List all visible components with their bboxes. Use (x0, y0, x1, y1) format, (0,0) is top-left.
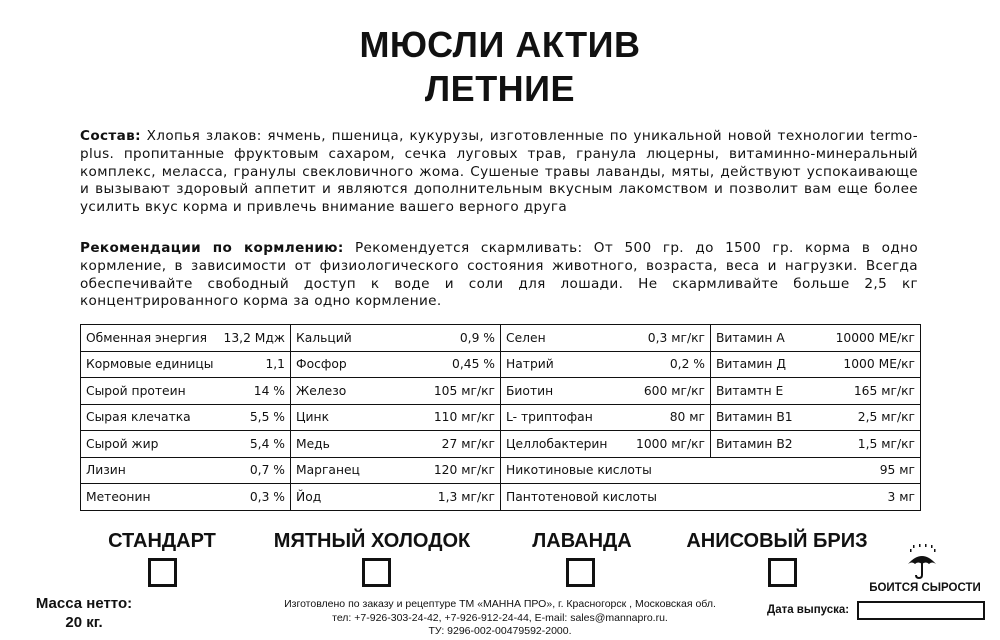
nutrient-cell (501, 351, 711, 378)
table-row (81, 431, 921, 458)
product-title: МЮСЛИ АКТИВ (359, 24, 641, 65)
nutrient-name: Витамин В1 (716, 410, 793, 425)
nutrient-name: Обменная энергия (86, 330, 208, 345)
nutrient-name: Цинк (296, 410, 330, 425)
nutrient-value: 105 мг/кг (433, 383, 495, 398)
nutrient-name: Йод (296, 489, 322, 504)
feeding-text: Рекомендуется скармливать: От 500 гр. до 1500 гр. корма в одно кормление, в зависимости от физиологического состояния животного, возраста, веса и нагрузки. Всегда обеспечивайте свободный доступ к воде и соли для лошади. Не скармливайте больше 2,5 кг концентрированного корма за одно кормление. (80, 240, 918, 310)
composition-label: Состав: (80, 128, 141, 144)
nutrient-name: Кальций (296, 330, 352, 345)
nutrient-cell (81, 351, 291, 378)
table-row (81, 484, 921, 511)
nutrient-value: 0,7 % (249, 463, 285, 478)
nutrient-value: 10000 МЕ/кг (835, 330, 915, 345)
nutrient-cell (81, 484, 291, 511)
nutrient-value: 600 мг/кг (643, 383, 705, 398)
nutrient-value: 1,3 мг/кг (437, 489, 495, 504)
nutrient-cell (711, 378, 921, 405)
nutrient-cell (81, 325, 291, 352)
nutrient-name: Натрий (506, 357, 554, 372)
feeding-label: Рекомендации по кормлению: (80, 240, 344, 256)
nutrient-cell (501, 404, 711, 431)
nutrient-name: Сырой жир (86, 436, 159, 451)
nutrient-name: Сырая клечатка (86, 410, 191, 425)
variant-mint-label: МЯТНЫЙ ХОЛОДОК (273, 530, 471, 552)
nutrient-cell (291, 378, 501, 405)
nutrient-name: Лизин (86, 463, 126, 478)
nutrient-cell (501, 484, 921, 511)
table-row (81, 351, 921, 378)
nutrient-name: Марганец (296, 463, 360, 478)
variant-lavender-checkbox[interactable] (566, 558, 595, 587)
release-date-label: Дата выпуска: (767, 604, 850, 616)
composition-section (80, 128, 918, 217)
nutrient-value: 1000 мг/кг (636, 436, 705, 451)
nutrient-cell (291, 325, 501, 352)
nutrient-cell (711, 351, 921, 378)
nutrient-name: Фосфор (296, 357, 347, 372)
manufacturer-line: Изготовлено по заказу и рецептуре ТМ «МАННА ПРО», г. Красногорск , Московская обл. (284, 598, 716, 610)
variant-standard-checkbox[interactable] (148, 558, 177, 587)
composition-text: Хлопья злаков: ячмень, пшеница, кукурузы, изготовленные по уникальной новой технологии termo-plus. пропитанные фруктовым сахаром, сечка луговых трав, гранула люцерны, витаминно-минеральный комплекс, меласса, гранулы свекловичного жома. Сушеные травы лаванды, мяты, действуют успокаивающе и вызывают здоровый аппетит и являются дополнительным вкусным лакомством и позволит вам еще более усилить вкус корма и привлечь внимание вашего верного друга (80, 128, 918, 216)
release-date-field[interactable] (857, 601, 985, 620)
nutrient-name: Витамин В2 (716, 436, 793, 451)
nutrient-value: 165 мг/кг (853, 383, 915, 398)
nutrient-name: Кормовые единицы (86, 357, 214, 372)
nutrient-cell (291, 484, 501, 511)
net-mass (24, 594, 144, 632)
moisture-warning: БОИТСЯ СЫРОСТИ (869, 582, 981, 594)
variant-mint-checkbox[interactable] (362, 558, 391, 587)
nutrient-value: 1,5 мг/кг (857, 436, 915, 451)
nutrient-value: 5,5 % (249, 410, 285, 425)
nutrient-cell (501, 378, 711, 405)
nutrient-value: 13,2 Мдж (223, 330, 285, 345)
umbrella-rain-icon (906, 544, 938, 580)
nutrient-cell (81, 404, 291, 431)
nutrient-value: 110 мг/кг (433, 410, 495, 425)
nutrient-name: Биотин (506, 383, 554, 398)
nutrient-name: Метеонин (86, 489, 151, 504)
nutrient-value: 1,1 (265, 357, 285, 372)
table-row (81, 378, 921, 405)
nutrient-value: 80 мг (669, 410, 705, 425)
nutrient-value: 0,45 % (452, 357, 495, 372)
variant-standard-label: СТАНДАРТ (108, 530, 216, 552)
nutrient-cell (291, 404, 501, 431)
nutrient-name: Сырой протеин (86, 383, 186, 398)
nutrient-cell (81, 457, 291, 484)
nutrient-cell (501, 431, 711, 458)
nutrient-name: Медь (296, 436, 330, 451)
product-subtitle: ЛЕТНИЕ (424, 68, 576, 109)
nutrient-value: 5,4 % (249, 436, 285, 451)
variant-lavender-label: ЛАВАНДА (532, 530, 632, 552)
nutrient-name: Витамин А (716, 330, 785, 345)
nutrient-value: 0,9 % (459, 330, 495, 345)
nutrient-name: Целлобактерин (506, 436, 608, 451)
nutrient-name: Железо (296, 383, 347, 398)
nutrient-cell (501, 325, 711, 352)
contact-line: тел: +7-926-303-24-42, +7-926-912-24-44, E-mail: sales@mannapro.ru. (332, 611, 668, 624)
nutrient-value: 0,3 % (249, 489, 285, 504)
nutrition-table (80, 324, 921, 511)
nutrient-value: 95 мг (879, 463, 915, 478)
nutrient-value: 14 % (253, 383, 285, 398)
net-mass-value: 20 кг. (65, 614, 103, 631)
nutrient-value: 27 мг/кг (441, 436, 495, 451)
manufacturer-info (230, 598, 770, 639)
nutrient-name: Витамтн Е (716, 383, 784, 398)
nutrient-value: 0,2 % (669, 357, 705, 372)
tu-line: ТУ: 9296-002-00479592-2000. (428, 625, 572, 637)
nutrient-cell (291, 431, 501, 458)
nutrient-name: Никотиновые кислоты (506, 463, 652, 478)
nutrient-cell (81, 378, 291, 405)
nutrient-value: 1000 МЕ/кг (843, 357, 915, 372)
feeding-section (80, 240, 918, 311)
table-row (81, 325, 921, 352)
nutrient-value: 0,3 мг/кг (647, 330, 705, 345)
nutrient-cell (711, 325, 921, 352)
nutrient-value: 2,5 мг/кг (857, 410, 915, 425)
nutrient-cell (291, 457, 501, 484)
nutrient-cell (81, 431, 291, 458)
table-row (81, 457, 921, 484)
nutrient-cell (291, 351, 501, 378)
nutrient-cell (711, 404, 921, 431)
variant-anise-label: АНИСОВЫЙ БРИЗ (686, 530, 868, 552)
variant-anise-checkbox[interactable] (768, 558, 797, 587)
nutrient-name: Витамин Д (716, 357, 786, 372)
nutrient-value: 3 мг (887, 489, 915, 504)
nutrient-name: L- триптофан (506, 410, 593, 425)
nutrient-cell (711, 431, 921, 458)
nutrient-cell (501, 457, 921, 484)
nutrient-name: Пантотеновой кислоты (506, 489, 657, 504)
table-row (81, 404, 921, 431)
nutrient-name: Селен (506, 330, 546, 345)
nutrient-value: 120 мг/кг (433, 463, 495, 478)
net-mass-label: Масса нетто: (35, 595, 133, 612)
